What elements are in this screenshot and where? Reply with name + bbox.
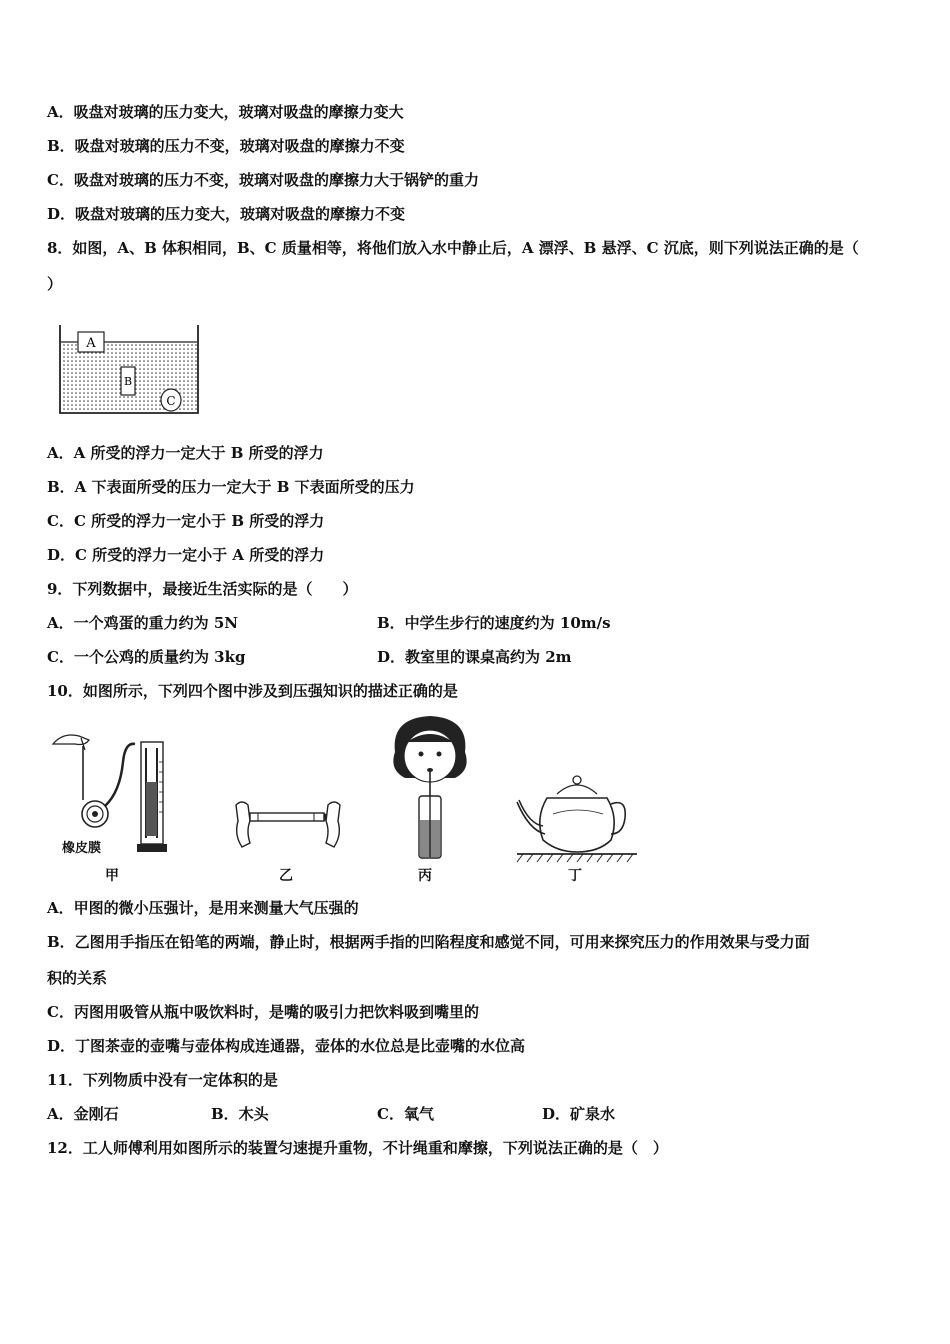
q7-option-c: C．吸盘对玻璃的压力不变，玻璃对吸盘的摩擦力大于锅铲的重力 <box>47 171 479 189</box>
q11-option-c: C．氧气 <box>377 1105 434 1123</box>
q10-option-d: D．丁图茶壶的壶嘴与壶体构成连通器，壶体的水位总是比壶嘴的水位高 <box>47 1037 526 1055</box>
q9-option-d: D．教室里的课桌高约为 2m <box>377 648 572 666</box>
q8-option-c: C．C 所受的浮力一定小于 B 所受的浮力 <box>47 512 325 530</box>
lid-knob <box>573 776 581 784</box>
gauge-base <box>137 844 167 852</box>
label-c: C <box>166 394 176 408</box>
left-finger <box>236 802 250 847</box>
q8-stem-line1: 8．如图，A、B 体积相同，B、C 质量相等，将他们放入水中静止后，A 漂浮、B 悬浮、C 沉底，则下列说法正确的是（ <box>47 239 859 257</box>
q10-option-b-line1: B．乙图用手指压在铅笔的两端，静止时，根据两手指的凹陷程度和感觉不同，可用来探究压力的作用效果与受力面 <box>47 933 810 951</box>
pot-body <box>540 798 614 852</box>
right-finger <box>326 802 340 847</box>
q11-option-d: D．矿泉水 <box>542 1105 616 1123</box>
q8-option-a: A．A 所受的浮力一定大于 B 所受的浮力 <box>47 444 324 462</box>
q7-option-b: B．吸盘对玻璃的压力不变，玻璃对吸盘的摩擦力不变 <box>47 137 405 155</box>
pencil-fingers-figure <box>228 795 348 855</box>
q10-option-b-line2: 积的关系 <box>47 969 108 987</box>
q10-stem: 10．如图所示，下列四个图中涉及到压强知识的描述正确的是 <box>47 682 458 700</box>
q8-water-tank-figure <box>55 320 205 420</box>
q8-option-d: D．C 所受的浮力一定小于 A 所受的浮力 <box>47 546 325 564</box>
caption-bing: 丙 <box>418 868 432 884</box>
q12-stem: 12．工人师傅利用如图所示的装置匀速提升重物，不计绳重和摩擦，下列说法正确的是（ ） <box>47 1139 668 1157</box>
lid <box>557 785 597 794</box>
caption-yi: 乙 <box>279 868 293 884</box>
q11-stem: 11．下列物质中没有一定体积的是 <box>47 1071 278 1089</box>
q10-option-c: C．丙图用吸管从瓶中吸饮料时，是嘴的吸引力把饮料吸到嘴里的 <box>47 1003 479 1021</box>
rubber-tube <box>105 744 135 806</box>
caption-ding: 丁 <box>568 868 582 884</box>
q11-option-b: B．木头 <box>211 1105 269 1123</box>
caption-jia: 甲 <box>105 868 119 884</box>
q7-option-d: D．吸盘对玻璃的压力变大，玻璃对吸盘的摩擦力不变 <box>47 205 406 223</box>
membrane-label: 橡皮膜 <box>62 841 102 856</box>
q9-option-b: B．中学生步行的速度约为 10m/s <box>377 614 611 632</box>
hand-shape <box>53 735 89 745</box>
q8-stem-line2: ） <box>47 275 63 293</box>
q10-option-a: A．甲图的微小压强计，是用来测量大气压强的 <box>47 899 359 917</box>
q8-option-b: B．A 下表面所受的压力一定大于 B 下表面所受的压力 <box>47 478 415 496</box>
label-a: A <box>86 336 96 351</box>
q7-option-a: A．吸盘对玻璃的压力变大，玻璃对吸盘的摩擦力变大 <box>47 103 404 121</box>
q11-option-a: A．金刚石 <box>47 1105 119 1123</box>
teapot-figure <box>515 772 640 864</box>
q9-option-a: A．一个鸡蛋的重力约为 5N <box>47 614 239 632</box>
q9-stem: 9．下列数据中，最接近生活实际的是（ ） <box>47 580 358 598</box>
label-b: B <box>123 375 133 388</box>
pencil <box>250 813 324 821</box>
q9-option-c: C．一个公鸡的质量约为 3kg <box>47 648 246 666</box>
girl-straw-figure <box>385 712 475 867</box>
